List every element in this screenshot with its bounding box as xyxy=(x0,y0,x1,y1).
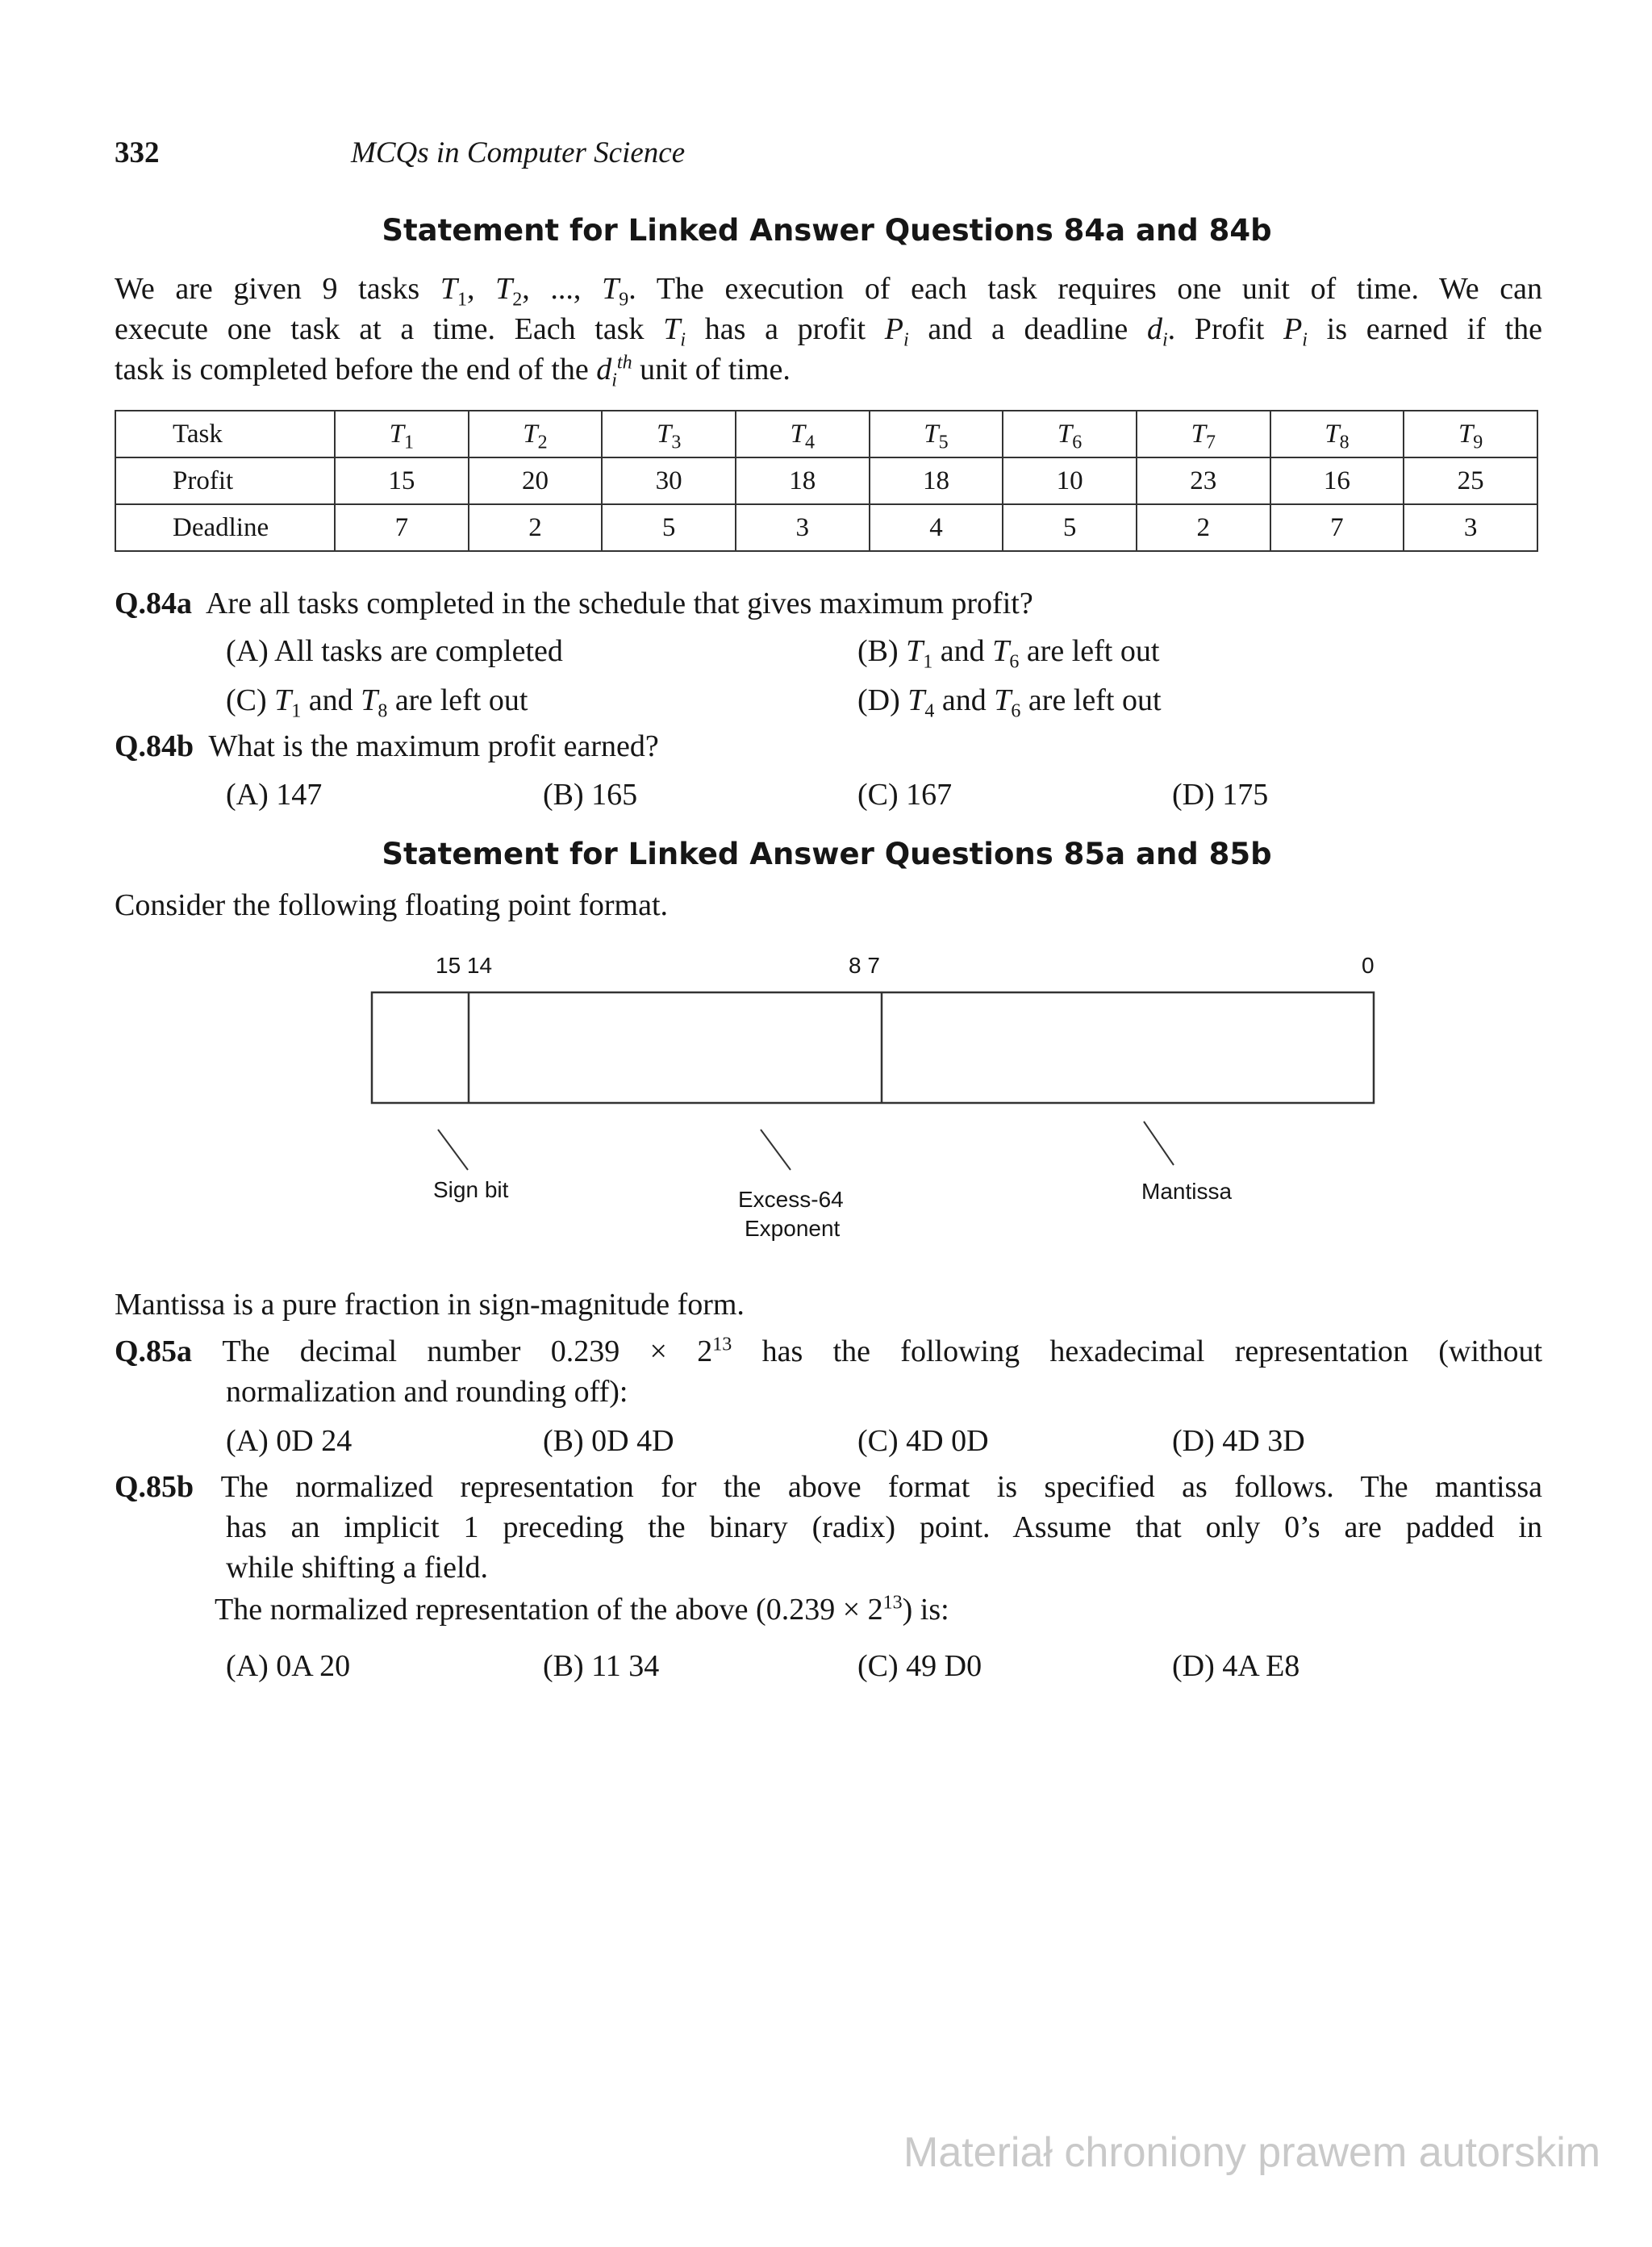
deadline-cell-4: 3 xyxy=(736,504,870,551)
deadline-cell-9: 3 xyxy=(1404,504,1537,551)
question-label: Q.85b xyxy=(115,1470,194,1504)
q85a-option-c[interactable]: (C) 4D 0D xyxy=(857,1424,989,1458)
q84b-option-a[interactable]: (A) 147 xyxy=(226,778,323,812)
task-cell-7: $T_7$ xyxy=(1137,411,1270,457)
format-box xyxy=(372,992,1374,1103)
q85a-option-a[interactable]: (A) 0D 24 xyxy=(226,1424,353,1458)
sign-bit-label: Sign bit xyxy=(433,1177,509,1202)
q84b-option-c[interactable]: (C) 167 xyxy=(857,778,953,812)
q84a-option-d[interactable]: (D) $T_4$ and $T_6$ are left out xyxy=(857,683,1162,722)
profit-cell-4: 18 xyxy=(736,457,870,504)
exponent-label-2: Exponent xyxy=(745,1216,841,1241)
mantissa-pointer xyxy=(1144,1121,1174,1165)
section-84-intro xyxy=(115,269,1542,390)
q85a-option-b[interactable]: (B) 0D 4D xyxy=(543,1424,674,1458)
question-85a-line-1 xyxy=(115,1331,1542,1372)
q85a-option-d[interactable]: (D) 4D 3D xyxy=(1172,1424,1305,1458)
task-table xyxy=(115,410,1538,552)
q84b-option-b[interactable]: (B) 165 xyxy=(543,778,638,812)
profit-cell-2: 20 xyxy=(469,457,603,504)
row-label-task: Task xyxy=(115,411,335,457)
question-text: What is the maximum profit earned? xyxy=(208,729,659,763)
profit-cell-7: 23 xyxy=(1137,457,1270,504)
q85b-option-a[interactable]: (A) 0A 20 xyxy=(226,1649,351,1683)
float-format-diagram xyxy=(0,936,1652,1259)
question-text-2: has an implicit 1 preceding the binary (radix) point. Assume that only 0’s are padded in xyxy=(226,1510,1542,1544)
question-text-4: The normalized representation of the above $(0.239 \times 2^{13})$ is: xyxy=(215,1592,949,1627)
section-85-intro: Consider the following floating point format. xyxy=(115,888,669,922)
question-84b xyxy=(115,726,659,766)
question-text-1: The normalized representation for the above format is specified as follows. The mantissa xyxy=(220,1470,1543,1504)
section-85-heading: Statement for Linked Answer Questions 85a and 85b xyxy=(382,837,1272,871)
q85b-option-d[interactable]: (D) 4A E8 xyxy=(1172,1649,1300,1683)
table-row-deadline xyxy=(115,504,1537,551)
intro-line-2: execute one task at a time. Each task $T_i$ has a profit $P_i$ and a deadline $d_i$. Profit $P_i$ is earned if the xyxy=(115,312,1543,351)
question-text-2: normalization and rounding off): xyxy=(226,1375,628,1409)
q84b-option-d[interactable]: (D) 175 xyxy=(1172,778,1269,812)
deadline-cell-8: 7 xyxy=(1270,504,1404,551)
intro-line-1: We are given 9 tasks $T_1$, $T_2$, ..., $T_9$. The execution of each task requires one unit of time. We can xyxy=(115,272,1543,311)
question-text: Are all tasks completed in the schedule that gives maximum profit? xyxy=(205,587,1033,620)
profit-cell-6: 10 xyxy=(1003,457,1137,504)
mantissa-label: Mantissa xyxy=(1141,1179,1233,1204)
task-cell-2: $T_2$ xyxy=(469,411,603,457)
profit-cell-5: 18 xyxy=(870,457,1003,504)
question-84a xyxy=(115,583,1033,624)
question-label: Q.84b xyxy=(115,729,194,763)
mantissa-note: Mantissa is a pure fraction in sign-magnitude form. xyxy=(115,1288,745,1322)
question-85b xyxy=(115,1467,1542,1630)
deadline-cell-5: 4 xyxy=(870,504,1003,551)
q85b-option-b[interactable]: (B) 11 34 xyxy=(543,1649,660,1683)
q84a-option-c[interactable]: (C) $T_1$ and $T_8$ are left out xyxy=(226,683,528,722)
deadline-cell-1: 7 xyxy=(335,504,469,551)
profit-cell-9: 25 xyxy=(1404,457,1537,504)
deadline-cell-6: 5 xyxy=(1003,504,1137,551)
task-cell-1: $T_1$ xyxy=(335,411,469,457)
profit-cell-1: 15 xyxy=(335,457,469,504)
q84a-option-a[interactable]: (A) All tasks are completed xyxy=(226,634,563,668)
question-label: Q.84a xyxy=(115,587,193,620)
q85b-option-c[interactable]: (C) 49 D0 xyxy=(857,1649,982,1683)
table-row-task xyxy=(115,411,1537,457)
task-cell-5: $T_5$ xyxy=(870,411,1003,457)
row-label-profit: Profit xyxy=(115,457,335,504)
task-cell-4: $T_4$ xyxy=(736,411,870,457)
q84a-option-b[interactable]: (B) $T_1$ and $T_6$ are left out xyxy=(857,634,1160,673)
copyright-watermark: Materiał chroniony prawem autorskim xyxy=(903,2129,1601,2176)
question-label: Q.85a xyxy=(115,1334,193,1368)
bit-label-8-7: 8 7 xyxy=(849,953,880,978)
intro-line-3: task is completed before the end of the $d_i^{th}$ unit of time. xyxy=(115,352,791,391)
task-cell-9: $T_9$ xyxy=(1404,411,1537,457)
task-cell-3: $T_3$ xyxy=(602,411,736,457)
sign-pointer xyxy=(438,1130,468,1170)
deadline-cell-3: 5 xyxy=(602,504,736,551)
section-84-heading: Statement for Linked Answer Questions 84a and 84b xyxy=(382,213,1272,248)
deadline-cell-7: 2 xyxy=(1137,504,1270,551)
table-row-profit xyxy=(115,457,1537,504)
question-text-3: while shifting a field. xyxy=(226,1551,489,1585)
page-number: 332 xyxy=(115,136,160,169)
row-label-deadline: Deadline xyxy=(115,504,335,551)
exponent-pointer xyxy=(761,1130,791,1170)
question-85b-line-1 xyxy=(115,1467,1542,1507)
question-text-1: The decimal number $0.239 \times 2^{13}$ has the following hexadecimal representation (without xyxy=(222,1334,1543,1368)
profit-cell-3: 30 xyxy=(602,457,736,504)
bit-label-0: 0 xyxy=(1362,953,1375,978)
question-85a xyxy=(115,1331,1542,1412)
profit-cell-8: 16 xyxy=(1270,457,1404,504)
deadline-cell-2: 2 xyxy=(469,504,603,551)
book-title: MCQs in Computer Science xyxy=(351,136,686,169)
exponent-label-1: Excess-64 xyxy=(738,1187,844,1212)
bit-label-15-14: 15 14 xyxy=(436,953,493,978)
task-cell-8: $T_8$ xyxy=(1270,411,1404,457)
task-cell-6: $T_6$ xyxy=(1003,411,1137,457)
